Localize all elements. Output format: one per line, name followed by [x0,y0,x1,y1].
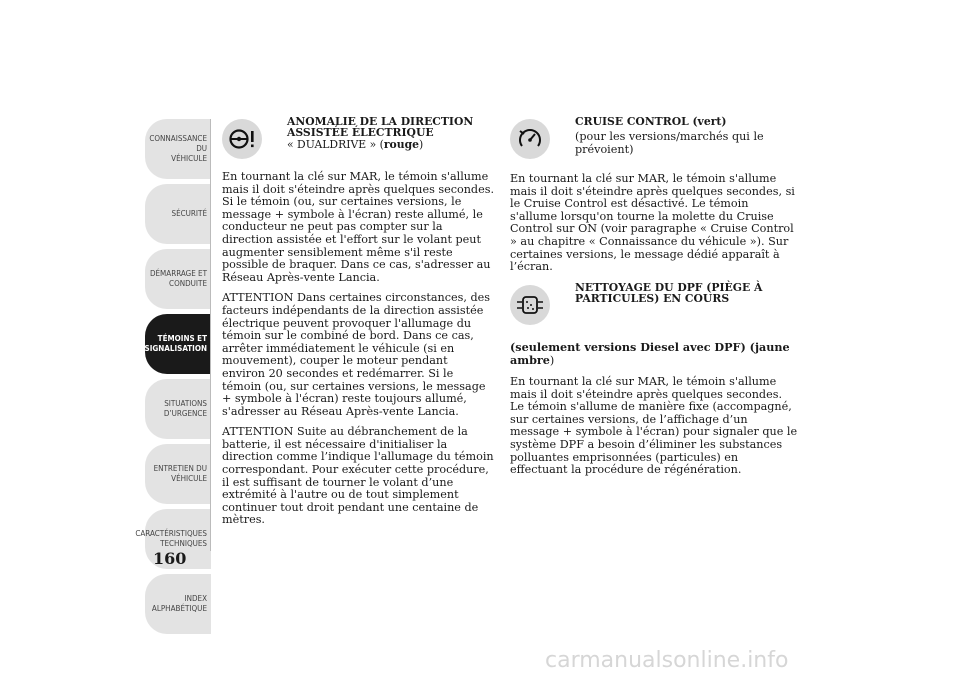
page-divider [210,119,211,551]
section-title [287,116,473,150]
tab-index[interactable] [145,574,211,634]
page-number: 160 [153,549,187,568]
tab-situations[interactable] [145,379,211,439]
paragraph: ATTENTION Dans certaines circonstances, des facteurs indépendants de la direction assistée électrique peuvent provoquer l'allumage du témoin sur le combiné de bord. Dans ce cas, arrêter immédiatement le véhicule (si en mouvement), couper le moteur pendant environ 20 secondes et redémarrer. Si le témoin (ou, sur certaines versions, le message + symbole à l'écran) reste toujours allumé, s'adresser au Réseau Après-vente Lancia. [222,291,490,418]
section-title [575,282,762,305]
title-line: PARTICULES) EN COURS [575,292,730,306]
title-line: ASSISTÉE ÉLECTRIQUE [287,126,434,140]
tab-temoins[interactable] [145,314,211,374]
title-note: (pour les versions/marchés qui le prévoient) [575,130,764,156]
cruise-control-icon [510,119,550,159]
title-line: NETTOYAGE DU DPF (PIÈGE À [575,280,763,294]
paragraph: En tournant la clé sur MAR, le témoin s'allume mais il doit s'éteindre après quelques secondes, si le Cruise Control est désactivé. Le témoin s'allume lorsqu'on tourne la molette du Cruise Control sur ON (voir paragraphe « Cruise Control » au chapitre « Connaissance du véhicule »). Sur certaines versions, le message dédié apparaît à l’écran. [510,172,795,274]
tab-label: CARACTÉRISTIQUES TECHNIQUES [135,529,207,548]
title-color: rouge [383,137,420,151]
paragraph: En tournant la clé sur MAR, le témoin s'allume mais il doit s'éteindre après quelques secondes. Si le témoin (ou, sur certaines versions, le message + symbole à l'écran) reste allumé, le conducteur ne peut pas compter sur la direction assistée et l'effort sur le volant peut augmenter sensiblement même s'il reste possible de braquer. Dans ce cas, s'adresser au Réseau Après-vente Lancia. [222,170,495,284]
tab-label: DÉMARRAGE ET CONDUITE [149,269,207,288]
paragraph: En tournant la clé sur MAR, le témoin s'allume mais il doit s'éteindre après quelques secondes. Le témoin s'allume de manière fixe (accompagné, sur certaines versions, de l’affichage d’un message + symbole à l'écran) pour signaler que le système DPF a besoin d’éliminer les substances polluantes emprisonnées (particules) en effectuant la procédure de régénération. [510,374,798,477]
section-title [575,116,798,157]
dpf-filter-icon [510,285,550,325]
paragraph: ) [549,354,555,368]
tab-label: INDEX ALPHABÉTIQUE [151,594,207,613]
title-line: CRUISE CONTROL (vert) [575,115,727,128]
paragraph: ATTENTION Suite au débranchement de la batterie, il est nécessaire d'initialiser la direction comme l’indique l'allumage du témoin correspondant. Pour exécuter cette procédure, il est suffisant de tourner le volant d’une extrémité à l'autre ou de tout simplement continuer tout droit pendant une centaine de mètres. [222,425,494,527]
paragraph-bold: (seulement versions Diesel avec DPF) (jaune ambre [510,339,790,368]
section-header-steering [222,116,494,159]
tab-securite[interactable] [145,184,211,244]
watermark: carmanualsonline.info [545,648,789,673]
section-header-cruise [510,116,798,159]
title-line: ) [419,137,424,151]
tab-label: TÉMOINS ET SIGNALISATION [144,334,207,353]
steering-warning-icon [222,119,262,159]
tab-label: ENTRETIEN DU VÉHICULE [153,464,207,483]
title-line: ANOMALIE DE LA DIRECTION [287,115,474,128]
tab-label: CONNAISSANCE DU VÉHICULE [149,134,207,163]
tab-label: SITUATIONS D’URGENCE [163,399,207,418]
right-column [510,116,798,485]
left-column [222,116,494,535]
section-header-dpf [510,282,798,325]
tab-connaissance[interactable] [145,119,211,179]
title-line: « DUALDRIVE » ( [287,137,384,151]
tab-label: SÉCURITÉ [171,209,207,218]
tab-entretien[interactable] [145,444,211,504]
tab-demarrage[interactable] [145,249,211,309]
